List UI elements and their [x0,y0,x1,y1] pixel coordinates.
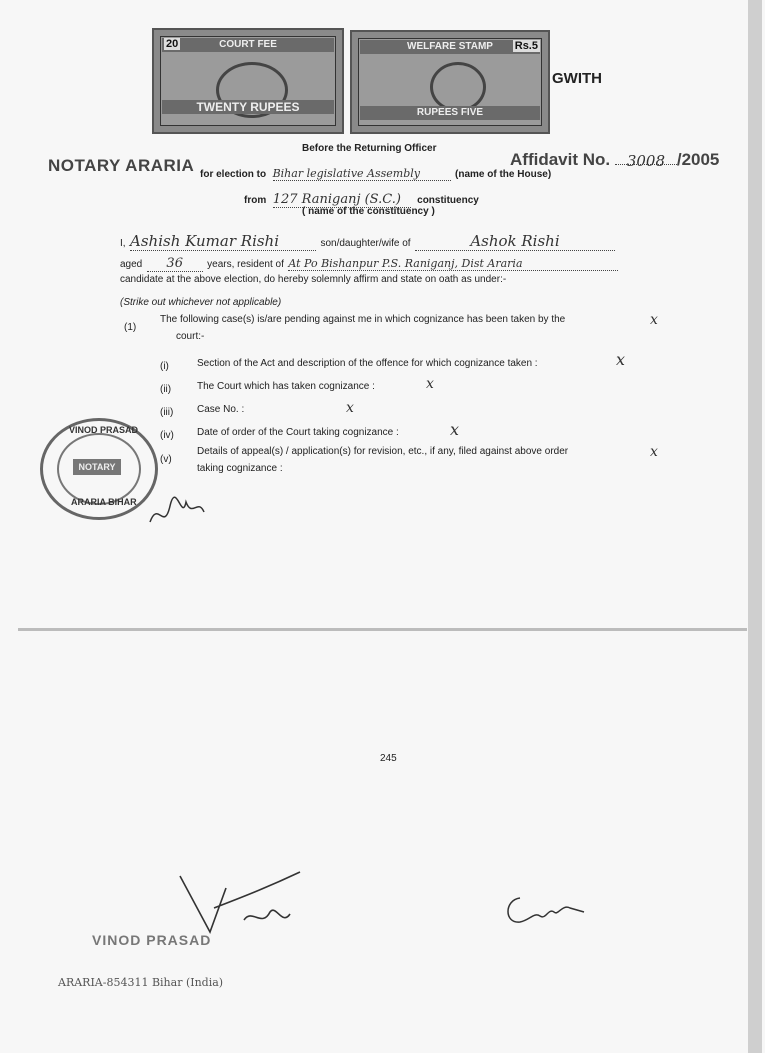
notary-signature-icon [170,868,330,940]
page-edge-shadow [748,0,762,1053]
notary-seal [40,418,158,520]
cross-mark-icon: x [346,400,354,416]
cross-mark-icon: x [426,376,434,392]
election-house-handwritten: Bihar legislative Assembly [273,167,451,181]
cross-mark-icon: x [650,444,658,460]
footer-notary-stamp-name: VINOD PRASAD [92,932,212,948]
affidavit-year: /2005 [676,150,720,169]
section-1-text-continued: court:- [176,331,205,342]
item-number: (iii) [160,407,174,418]
court-fee-stamp-header: COURT FEE [162,38,334,52]
returning-officer-heading: Before the Returning Officer [302,143,437,154]
welfare-stamp-header: WELFARE STAMP [360,40,540,54]
for-election-to-label: for election to [200,169,267,180]
item-number: (iv) [160,430,174,441]
court-fee-stamp-footer: TWENTY RUPEES [162,100,334,114]
i-label: I, [120,238,126,249]
page-number: 245 [380,753,397,764]
section-1-text: The following case(s) is/are pending against me in which cognizance has been taken by the [160,314,566,325]
son-daughter-wife-of-label: son/daughter/wife of [320,238,411,249]
deponent-signature-icon [500,890,590,930]
notary-araria-stamp: NOTARY ARARIA [48,156,195,175]
item-text: Details of appeal(s) / application(s) for revision, etc., if any, filed against above order [197,446,569,457]
declarant-line [120,232,615,251]
welfare-stamp-footer: RUPEES FIVE [360,106,540,120]
court-fee-stamp-denomination: 20 [166,38,179,50]
item-text: Section of the Act and description of the offence for which cognizance taken : [197,358,538,369]
name-of-house-label: (name of the House) [455,169,552,180]
item-number: (i) [160,361,169,372]
declarant-name-handwritten: Ashish Kumar Rishi [130,232,316,251]
seal-bottom-text: ARARIA BIHAR [71,497,137,507]
from-label: from [244,195,267,206]
footer-notary-stamp-address: ARARIA-854311 Bihar (India) [58,976,224,989]
constituency-handwritten: 127 Raniganj (S.C.) [273,192,411,208]
address-handwritten: At Po Bishanpur P.S. Raniganj, Dist Araria [288,257,618,271]
election-line [200,164,552,180]
item-number: (v) [160,454,172,465]
age-residence-line [120,254,618,272]
affidavit-number-handwritten: 3008 [626,152,666,170]
affidavit-no-label: Affidavit No. [510,150,611,169]
court-fee-stamp [152,28,344,134]
name-of-constituency-label: ( name of the constituency ) [302,206,435,217]
candidate-affirmation: candidate at the above election, do hereby solemnly affirm and state on oath as under:- [120,274,507,285]
page-fold-line [18,628,747,631]
welfare-stamp-denomination: Rs.5 [514,40,538,52]
signature-initials-icon [146,492,208,534]
constituency-label: constituency [417,195,479,206]
aged-label: aged [120,259,143,270]
seal-top-text: VINOD PRASAD [69,425,139,435]
item-number: (ii) [160,384,172,395]
affidavit-number [510,150,719,170]
seal-center-text: NOTARY [73,459,121,475]
item-text: Date of order of the Court taking cognizance : [197,427,399,438]
item-text: Case No. : [197,404,245,415]
age-handwritten: 36 [147,256,203,272]
father-name-handwritten: Ashok Rishi [415,232,615,251]
cross-mark-icon: x [616,350,626,369]
emblem-icon [430,62,486,112]
affidavit-number-field [615,152,677,170]
cross-mark-icon: x [650,312,658,328]
item-text-continued: taking cognizance : [197,463,283,474]
strike-out-note: (Strike out whichever not applicable) [120,297,282,308]
years-resident-of-label: years, resident of [207,259,284,270]
welfare-stamp [350,30,550,134]
gwith-label: GWITH [552,70,602,87]
section-1-number: (1) [124,322,137,333]
item-text: The Court which has taken cognizance : [197,381,375,392]
cross-mark-icon: x [450,420,460,439]
